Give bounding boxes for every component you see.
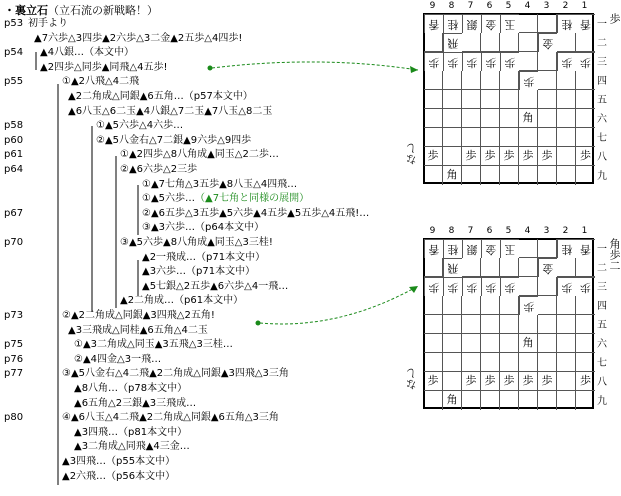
file-label: 4 (524, 1, 531, 11)
rank-label: 二 (597, 38, 607, 49)
board-square (519, 258, 538, 277)
page-ref: p77 (4, 368, 24, 380)
board-square (462, 258, 481, 277)
connector-arrowhead-1 (410, 66, 418, 73)
variation-text: ▲2二角成△同銀▲6五角…（p57本文中） (68, 91, 253, 102)
variation-text: ▲3四飛…（p81本文中） (74, 426, 188, 438)
board-square (557, 147, 576, 166)
board-square: 桂 (557, 239, 576, 258)
board-square (481, 315, 500, 334)
board-square (557, 90, 576, 109)
board-square (481, 334, 500, 353)
board-square (424, 33, 443, 52)
board-square: 歩 (500, 277, 519, 296)
rank-label: 五 (597, 320, 607, 331)
board-square (481, 166, 500, 185)
board-square (538, 109, 557, 128)
board-square (481, 353, 500, 372)
board-square (500, 109, 519, 128)
variation-text: ①▲7七角△3五歩▲8八玉△4四飛… (142, 178, 298, 190)
board-square (519, 52, 538, 71)
board-square (462, 391, 481, 410)
board-square (557, 315, 576, 334)
shogi-board (423, 13, 594, 184)
rank-label: 六 (597, 114, 607, 125)
board-square (500, 258, 519, 277)
board-square: 金 (481, 14, 500, 33)
shogi-board (423, 238, 594, 409)
variation-text: ▲2四歩△同歩▲同飛△4五歩! (40, 61, 168, 73)
file-label: 3 (543, 226, 550, 236)
variation-text: ③▲5八金右△4二飛▲2二角成△同銀▲3四飛△3三角 (62, 368, 289, 380)
board-square (443, 90, 462, 109)
rank-label: 三 (597, 282, 607, 293)
board-square: 金 (538, 258, 557, 277)
file-label: 1 (581, 226, 588, 236)
board-square (462, 90, 481, 109)
board-square (443, 128, 462, 147)
board-square: 歩 (500, 147, 519, 166)
board-square (519, 90, 538, 109)
board-square (424, 90, 443, 109)
board-square (481, 33, 500, 52)
board-square: 歩 (443, 277, 462, 296)
board-square (443, 147, 462, 166)
gote-hand: 角歩二 (608, 238, 621, 271)
board-square (424, 166, 443, 185)
rank-label: 四 (597, 301, 607, 312)
board-square (500, 353, 519, 372)
file-label: 8 (448, 1, 455, 11)
variation-text: ②▲6六歩△2三歩 (120, 164, 198, 175)
board-square (481, 296, 500, 315)
board-square (481, 90, 500, 109)
board-square (576, 315, 595, 334)
variation-text: ▲7六歩△3四歩▲2六歩△3二金▲2五歩△4四歩! (34, 32, 243, 44)
variation-text: ▲2二角成…（p61本文中） (120, 295, 244, 307)
file-label: 4 (524, 226, 531, 236)
connector-arrow-1 (212, 62, 418, 70)
board-square (576, 166, 595, 185)
board-square: 歩 (576, 147, 595, 166)
board-square (576, 128, 595, 147)
board-square (538, 14, 557, 33)
board-square: 歩 (500, 372, 519, 391)
board-square (557, 33, 576, 52)
board-square (500, 391, 519, 410)
board-square (443, 71, 462, 90)
sente-hand: なし (405, 368, 418, 390)
board-square (519, 391, 538, 410)
board-square (538, 166, 557, 185)
board-square (500, 296, 519, 315)
board-square (519, 353, 538, 372)
rank-label: 三 (597, 57, 607, 68)
board-square (500, 166, 519, 185)
board-square: 歩 (462, 277, 481, 296)
board-square: 歩 (462, 372, 481, 391)
variation-text: ①▲3二角成△同玉▲3五飛△3三桂… (74, 339, 233, 351)
variation-text: ▲8八角…（p78本文中） (74, 383, 188, 394)
board-square (519, 239, 538, 258)
variation-text: ▲4八銀…（本文中） (40, 47, 135, 59)
variation-text: ▲6五角△2三銀▲3三飛成… (74, 397, 197, 409)
board-square (557, 296, 576, 315)
board-square (500, 128, 519, 147)
page-ref: p73 (4, 310, 24, 321)
board-square: 歩 (424, 372, 443, 391)
page-ref: p75 (4, 339, 24, 351)
board-square: 歩 (538, 147, 557, 166)
board-square (519, 128, 538, 147)
board-square (481, 71, 500, 90)
connector-dot-2 (256, 321, 261, 326)
page-ref: p60 (4, 134, 24, 146)
board-square (576, 258, 595, 277)
board-square (500, 33, 519, 52)
rank-label: 七 (597, 358, 607, 369)
board-square: 香 (576, 239, 595, 258)
board-square (462, 296, 481, 315)
board-square (557, 334, 576, 353)
board-square: 歩 (519, 296, 538, 315)
file-label: 2 (562, 226, 569, 236)
rank-label: 一 (597, 19, 607, 30)
board-square: 歩 (462, 147, 481, 166)
connector-arrow-2 (260, 286, 418, 324)
variation-text: ▲3六歩…（p71本文中） (142, 266, 256, 278)
board-square (462, 71, 481, 90)
variation-text: ②▲2二角成△同銀▲3四飛△2五角! (62, 310, 215, 321)
board-square: 歩 (481, 52, 500, 71)
file-label: 5 (505, 226, 512, 236)
board-square (538, 334, 557, 353)
board-square (538, 296, 557, 315)
board-square: 桂 (557, 14, 576, 33)
board-square: 銀 (462, 239, 481, 258)
board-square: 飛 (443, 258, 462, 277)
board-square: 香 (424, 14, 443, 33)
board-square: 歩 (576, 52, 595, 71)
page-ref: p67 (4, 207, 24, 219)
file-label: 3 (543, 1, 550, 11)
variation-text: ④▲6八玉△4二飛▲2二角成△同銀▲6五角△3三角 (62, 412, 279, 424)
board-square (557, 71, 576, 90)
board-square (538, 128, 557, 147)
board-square (576, 109, 595, 128)
variation-text: 初手より (28, 18, 68, 29)
board-square (424, 258, 443, 277)
board-square (462, 109, 481, 128)
board-square (443, 109, 462, 128)
board-square (538, 391, 557, 410)
variation-text: ▲3四飛…（p55本文中） (62, 456, 176, 467)
page-ref: p80 (4, 412, 24, 424)
board-square (576, 90, 595, 109)
board-square (538, 353, 557, 372)
board-square: 角 (443, 391, 462, 410)
board-square: 角 (519, 334, 538, 353)
board-square (519, 277, 538, 296)
board-square (443, 372, 462, 391)
board-square (424, 109, 443, 128)
board-square: 歩 (481, 277, 500, 296)
board-square (481, 258, 500, 277)
board-square (424, 391, 443, 410)
board-square (538, 239, 557, 258)
variation-note: （▲7七角と同様の展開） (195, 193, 310, 205)
board-square: 歩 (424, 52, 443, 71)
variation-text: ①▲2四歩△8八角成▲同玉△2二歩… (120, 149, 279, 161)
board-square (519, 33, 538, 52)
board-square (576, 353, 595, 372)
variation-text: ①▲5六歩△4六歩… (96, 120, 184, 132)
variation-text: ③▲3六歩…（p64本文中） (142, 222, 265, 234)
title-sub: （立石流の新戦略！） (48, 4, 158, 17)
board-square (500, 334, 519, 353)
file-label: 1 (581, 1, 588, 11)
gote-hand: 歩 (608, 13, 621, 24)
board-square: 銀 (462, 14, 481, 33)
board-square (519, 315, 538, 334)
rank-label: 八 (597, 152, 607, 163)
variation-text: ▲2六飛…（p56本文中） (62, 470, 176, 482)
variation-text: ▲2一飛成…（p71本文中） (142, 251, 266, 263)
board-square: 歩 (519, 147, 538, 166)
page-ref: p54 (4, 47, 24, 59)
board-square (424, 353, 443, 372)
connector-dot-1 (208, 66, 213, 71)
board-square: 歩 (443, 52, 462, 71)
board-square (424, 128, 443, 147)
board-square: 歩 (462, 52, 481, 71)
page-ref: p76 (4, 353, 24, 365)
board-square: 歩 (481, 372, 500, 391)
board-square (576, 296, 595, 315)
board-square (481, 109, 500, 128)
board-square (538, 52, 557, 71)
variation-text: ②▲6五歩△3五歩▲5六歩▲4五歩▲5五歩△4五飛!… (142, 207, 370, 219)
file-label: 6 (486, 226, 493, 236)
board-square (481, 391, 500, 410)
board-square (576, 33, 595, 52)
page-ref: p61 (4, 149, 24, 161)
board-square (500, 71, 519, 90)
variation-text: ②▲4四金△3一飛… (74, 353, 162, 365)
board-square (557, 128, 576, 147)
board-square: 玉 (500, 14, 519, 33)
board-square: 歩 (576, 277, 595, 296)
board-square (462, 33, 481, 52)
board-square (462, 315, 481, 334)
title-main: ・裏立石 (4, 4, 48, 17)
board-square: 歩 (424, 147, 443, 166)
file-label: 8 (448, 226, 455, 236)
board-square (538, 90, 557, 109)
board-square: 飛 (443, 33, 462, 52)
board-square (576, 391, 595, 410)
board-square: 桂 (443, 14, 462, 33)
rank-label: 九 (597, 171, 607, 182)
rank-label: 七 (597, 133, 607, 144)
board-square (557, 258, 576, 277)
variation-text: ①▲2八飛△4二飛 (62, 76, 140, 88)
rank-label: 四 (597, 76, 607, 87)
board-square: 歩 (519, 71, 538, 90)
board-square (576, 334, 595, 353)
board-square: 歩 (557, 277, 576, 296)
board-square (443, 353, 462, 372)
board-square (424, 315, 443, 334)
board-square (424, 296, 443, 315)
page-ref: p53 (4, 18, 24, 29)
file-label: 7 (467, 1, 474, 11)
variation-text: ①▲5六歩… (142, 193, 196, 205)
page-ref: p58 (4, 120, 24, 132)
board-square: 歩 (424, 277, 443, 296)
variation-text: ②▲5八金右△7二銀▲9六歩△9四歩 (96, 134, 252, 146)
file-label: 5 (505, 1, 512, 11)
board-square: 歩 (481, 147, 500, 166)
board-square (557, 109, 576, 128)
board-square: 金 (481, 239, 500, 258)
board-square (443, 315, 462, 334)
rank-label: 一 (597, 244, 607, 255)
board-square (538, 277, 557, 296)
board-square (519, 14, 538, 33)
board-square (519, 166, 538, 185)
board-square (424, 71, 443, 90)
rank-label: 五 (597, 95, 607, 106)
board-square (424, 334, 443, 353)
board-square: 金 (538, 33, 557, 52)
board-square (538, 71, 557, 90)
file-label: 2 (562, 1, 569, 11)
board-square: 角 (443, 166, 462, 185)
board-square (576, 71, 595, 90)
variation-text: ▲6八玉△6二玉▲4八銀△7二玉▲7八玉△8二玉 (68, 105, 273, 117)
board-square (462, 334, 481, 353)
board-square (462, 166, 481, 185)
rank-label: 二 (597, 263, 607, 274)
board-square (500, 315, 519, 334)
board-square (462, 128, 481, 147)
variation-text: ▲3三飛成△同桂▲6五角△4二玉 (68, 324, 208, 336)
file-label: 9 (429, 226, 436, 236)
variation-text: ▲3二角成△同飛▲4三金… (74, 441, 190, 453)
page-ref: p55 (4, 76, 24, 88)
board-square (557, 391, 576, 410)
board-square: 玉 (500, 239, 519, 258)
board-square (481, 128, 500, 147)
board-square: 桂 (443, 239, 462, 258)
board-square (557, 353, 576, 372)
rank-label: 八 (597, 377, 607, 388)
board-square: 歩 (500, 52, 519, 71)
board-square: 歩 (519, 372, 538, 391)
board-square (443, 334, 462, 353)
board-square (538, 315, 557, 334)
file-label: 9 (429, 1, 436, 11)
board-square (557, 166, 576, 185)
rank-label: 九 (597, 396, 607, 407)
connector-arrowhead-2 (409, 286, 418, 293)
board-square: 歩 (538, 372, 557, 391)
sente-hand: なし (405, 143, 418, 165)
board-square: 香 (576, 14, 595, 33)
page-ref: p64 (4, 164, 24, 175)
variation-text: ③▲5六歩▲8八角成▲同玉△3三桂! (120, 237, 273, 248)
board-square: 角 (519, 109, 538, 128)
file-label: 6 (486, 1, 493, 11)
board-square: 歩 (557, 52, 576, 71)
board-square (500, 90, 519, 109)
board-square (462, 353, 481, 372)
board-square (443, 296, 462, 315)
board-square (557, 372, 576, 391)
board-square: 歩 (576, 372, 595, 391)
page-ref: p70 (4, 237, 24, 248)
file-label: 7 (467, 226, 474, 236)
variation-text: ▲5七銀△2五歩▲6六歩△4一飛… (142, 280, 289, 292)
board-square: 香 (424, 239, 443, 258)
rank-label: 六 (597, 339, 607, 350)
